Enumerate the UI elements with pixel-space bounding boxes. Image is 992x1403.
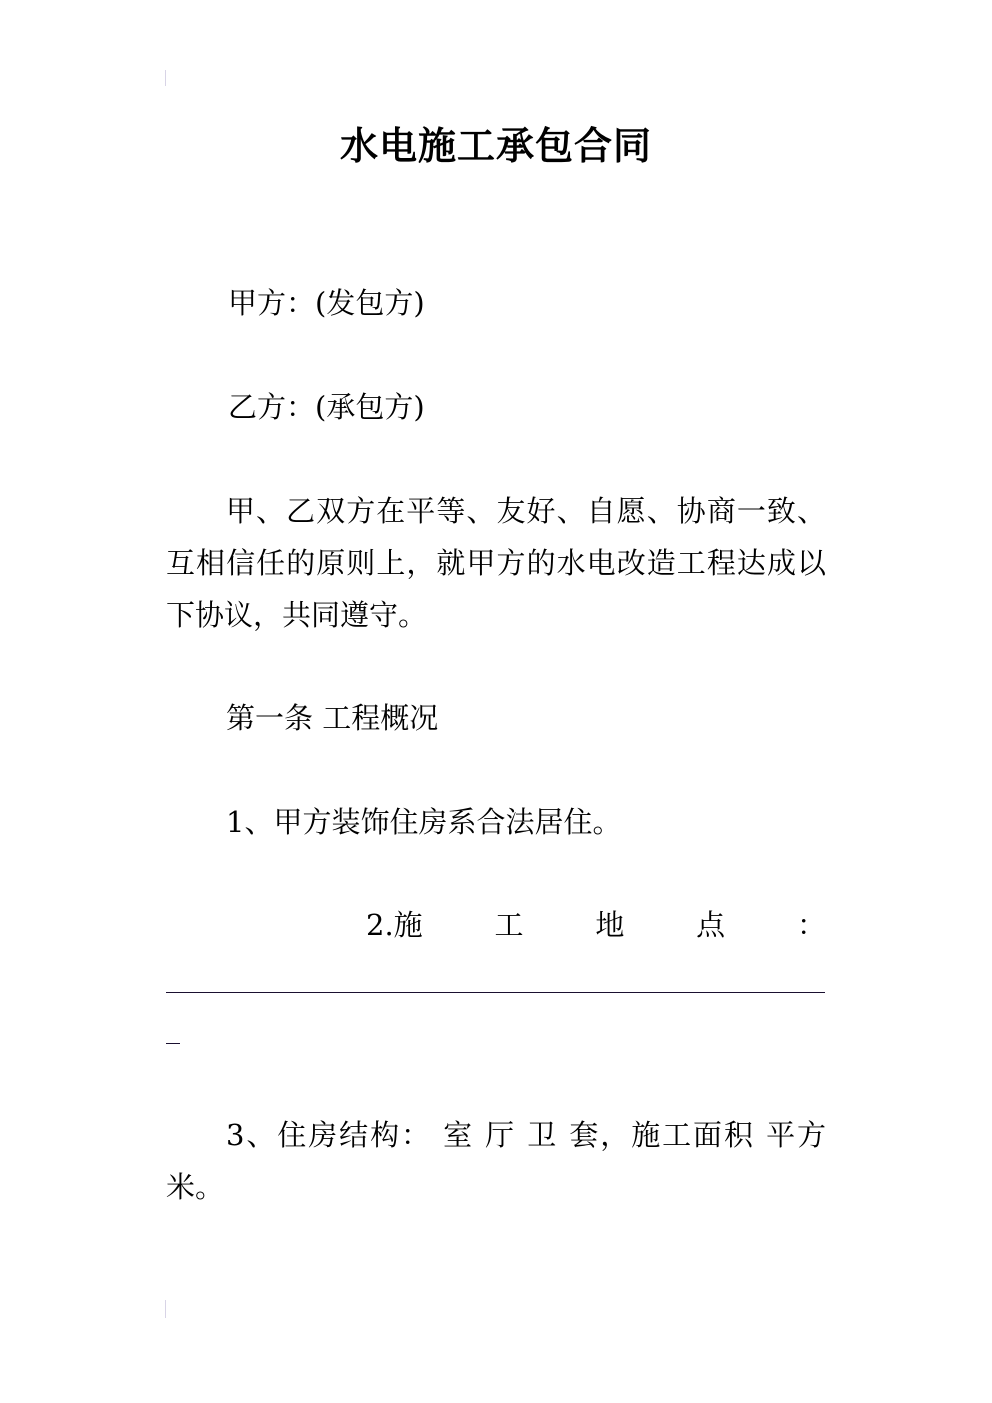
item-2-construction-site: [366, 905, 826, 945]
item-2-part: ：: [796, 908, 826, 942]
party-b-line: 乙方：(承包方): [228, 390, 425, 424]
page-corner-mark-bottom: [165, 1300, 166, 1318]
item-2-part: 工: [494, 908, 524, 942]
page-corner-mark-top: [165, 70, 166, 86]
item-2-part: 2.施: [366, 908, 423, 942]
item-3-housing-structure: 3、住房结构： 室 厅 卫 套，施工面积 平方米。: [166, 1118, 826, 1204]
item-1: 1、甲方装饰住房系合法居住。: [226, 805, 622, 839]
item-2-part: 地: [595, 908, 625, 942]
intro-paragraph: 甲、乙双方在平等、友好、自愿、协商一致、互相信任的原则上，就甲方的水电改造工程达成以下协议，共同遵守。: [166, 494, 826, 632]
article-1-heading: 第一条 工程概况: [226, 701, 439, 735]
fill-in-underline-end: [166, 1043, 180, 1044]
fill-in-underline: [166, 992, 825, 993]
item-2-part: 点: [696, 908, 726, 942]
document-title: 水电施工承包合同: [339, 124, 652, 168]
party-a-line: 甲方：(发包方): [228, 286, 425, 320]
